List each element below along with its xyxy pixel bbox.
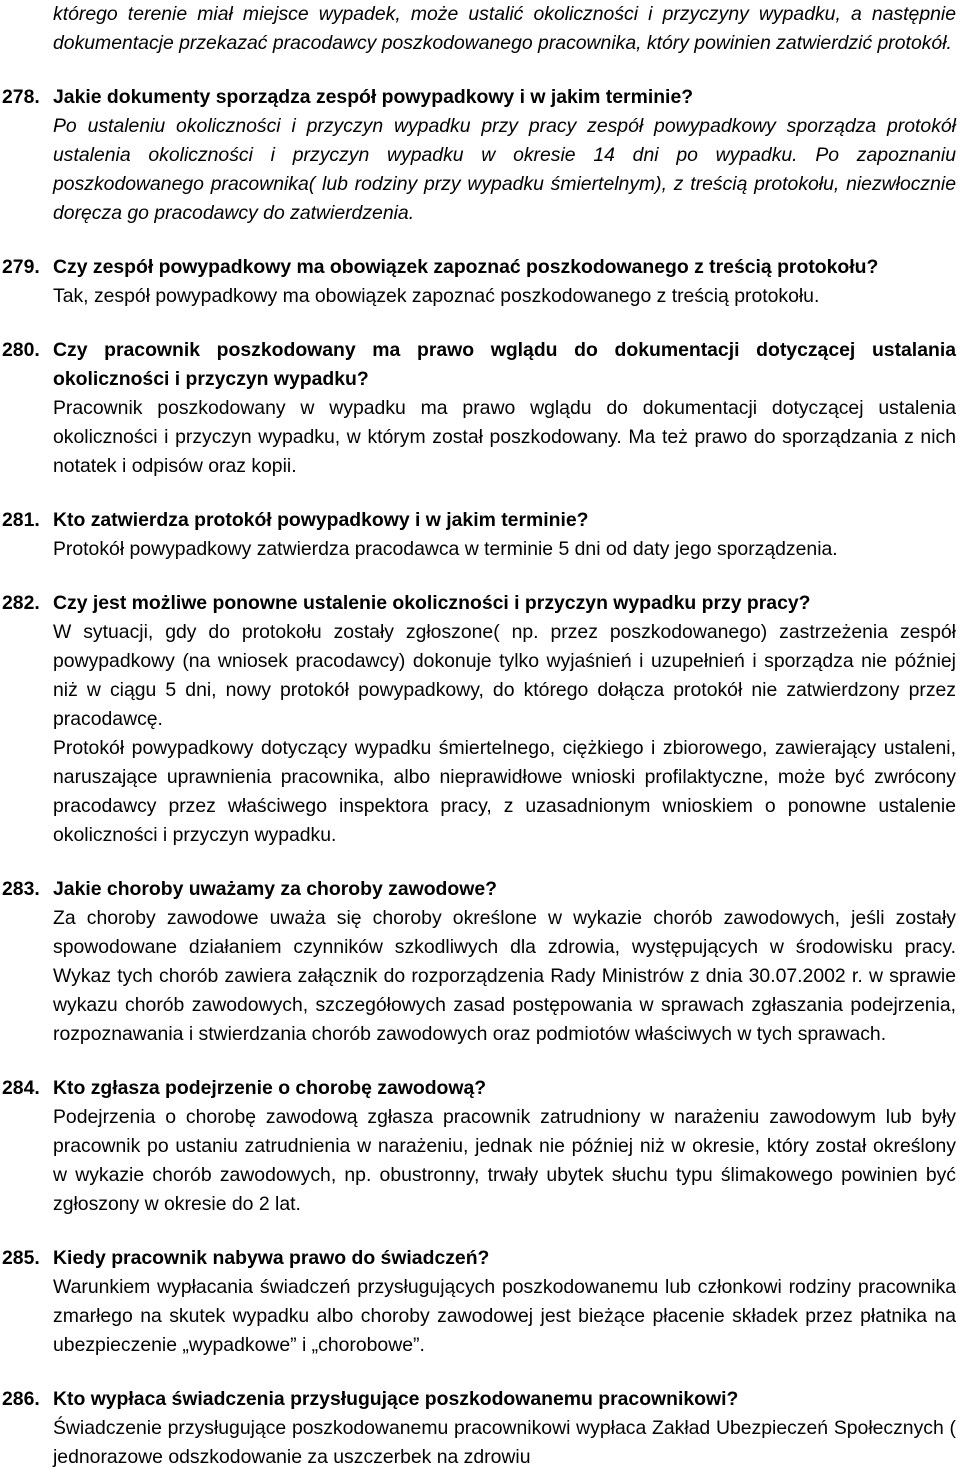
qa-item-282 xyxy=(2,589,956,850)
question-text: Czy pracownik poszkodowany ma prawo wglądu do dokumentacji dotyczącej ustalania okoliczności i przyczyn wypadku? xyxy=(53,339,956,390)
qa-item-284 xyxy=(2,1074,956,1219)
answer-280: Pracownik poszkodowany w wypadku ma prawo wglądu do dokumentacji dotyczącej ustalenia okoliczności i przyczyn wypadku, w którym został poszkodowany. Ma też prawo do sporządzania z nich notatek i odpisów oraz kopii. xyxy=(53,397,956,477)
question-text: Kto wypłaca świadczenia przysługujące poszkodowanemu pracownikowi? xyxy=(53,1388,739,1410)
spacer xyxy=(53,228,956,253)
spacer xyxy=(53,1049,956,1074)
question-278 xyxy=(2,83,956,112)
answer-285: Warunkiem wypłacania świadczeń przysługujących poszkodowanemu lub członkowi rodziny pracownika zmarłego na skutek wypadku albo choroby zawodowej jest bieżące płacenie składek przez płatnika na ubezpieczenie „wypadkowe” i „chorobowe”. xyxy=(53,1276,956,1356)
answer-282-continued: Protokół powypadkowy dotyczący wypadku śmiertelnego, ciężkiego i zbiorowego, zawierający ustaleni, naruszające uprawnienia pracownika, albo nieprawidłowe wnioski profilaktyczne, może być zwrócony pracodawcy przez właściwego inspektora pracy, z uzasadnionym wnioskiem o ponowne ustalenie okoliczności i przyczyn wypadku. xyxy=(53,737,956,846)
qa-item-285 xyxy=(2,1244,956,1360)
question-text: Jakie dokumenty sporządza zespół powypadkowy i w jakim terminie? xyxy=(53,86,694,108)
spacer xyxy=(53,850,956,875)
qa-item-286 xyxy=(2,1385,956,1472)
question-text: Czy zespół powypadkowy ma obowiązek zapoznać poszkodowanego z treścią protokołu? xyxy=(53,256,879,278)
qa-item-283 xyxy=(2,875,956,1049)
question-282 xyxy=(2,589,956,618)
question-number: 283. xyxy=(2,878,40,900)
answer-278: Po ustaleniu okoliczności i przyczyn wypadku przy pracy zespół powypadkowy sporządza protokół ustalenia okoliczności i przyczyn wypadku w okresie 14 dni po wypadku. Po zapoznaniu poszkodowanego pracownika( lub rodziny przy wypadku śmiertelnym), z treścią protokołu, niezwłocznie doręcza go pracodawcy do zatwierdzenia. xyxy=(53,115,956,224)
question-281 xyxy=(2,506,956,535)
question-text: Kto zgłasza podejrzenie o chorobę zawodową? xyxy=(53,1077,487,1099)
question-284 xyxy=(2,1074,956,1103)
question-number: 281. xyxy=(2,509,40,531)
question-number: 285. xyxy=(2,1247,40,1269)
answer-281: Protokół powypadkowy zatwierdza pracodawca w terminie 5 dni od daty jego sporządzenia. xyxy=(53,538,838,560)
question-text: Kto zatwierdza protokół powypadkowy i w jakim terminie? xyxy=(53,509,589,531)
intro-paragraph: którego terenie miał miejsce wypadek, może ustalić okoliczności i przyczyny wypadku, a następnie dokumentacje przekazać pracodawcy poszkodowanego pracownika, który powinien zatwierdzić protokół. xyxy=(53,3,956,54)
question-number: 284. xyxy=(2,1077,40,1099)
question-text: Jakie choroby uważamy za choroby zawodowe? xyxy=(53,878,497,900)
question-text: Czy jest możliwe ponowne ustalenie okoliczności i przyczyn wypadku przy pracy? xyxy=(53,592,811,614)
question-number: 279. xyxy=(2,256,40,278)
question-286 xyxy=(2,1385,956,1414)
question-number: 286. xyxy=(2,1388,40,1410)
document-page xyxy=(2,0,956,1472)
question-number: 282. xyxy=(2,592,40,614)
spacer xyxy=(53,311,956,336)
question-285 xyxy=(2,1244,956,1273)
question-283 xyxy=(2,875,956,904)
spacer xyxy=(53,1360,956,1385)
spacer xyxy=(53,481,956,506)
answer-286: Świadczenie przysługujące poszkodowanemu pracownikowi wypłaca Zakład Ubezpieczeń Społecznych ( jednorazowe odszkodowanie za uszczerbek na zdrowiu xyxy=(53,1417,956,1468)
qa-item-279 xyxy=(2,253,956,311)
answer-284: Podejrzenia o chorobę zawodową zgłasza pracownik zatrudniony w narażeniu zawodowym lub były pracownik po ustaniu zatrudnienia w narażeniu, jednak nie później niż w okresie, który został określony w wykazie chorób zawodowych, np. obustronny, trwały ubytek słuchu typu ślimakowego powinien być zgłoszony w okresie do 2 lat. xyxy=(53,1106,956,1215)
answer-279: Tak, zespół powypadkowy ma obowiązek zapoznać poszkodowanego z treścią protokołu. xyxy=(53,285,820,307)
spacer xyxy=(53,58,956,83)
spacer xyxy=(53,1219,956,1244)
answer-282: W sytuacji, gdy do protokołu zostały zgłoszone( np. przez poszkodowanego) zastrzeżenia zespół powypadkowy (na wniosek pracodawcy) dokonuje tylko wyjaśnień i uzupełnień i sporządza nie później niż w ciągu 5 dni, nowy protokół powypadkowy, do którego dołącza protokół nie zatwierdzony przez pracodawcę. xyxy=(53,621,956,730)
spacer xyxy=(53,564,956,589)
answer-283: Za choroby zawodowe uważa się choroby określone w wykazie chorób zawodowych, jeśli zostały spowodowane działaniem czynników szkodliwych dla zdrowia, występujących w środowisku pracy. Wykaz tych chorób zawiera załącznik do rozporządzenia Rady Ministrów z dnia 30.07.2002 r. w sprawie wykazu chorób zawodowych, szczegółowych zasad postępowania w sprawach zgłaszania podejrzenia, rozpoznawania i stwierdzania chorób zawodowych oraz podmiotów właściwych w tych sprawach. xyxy=(53,907,956,1045)
question-number: 278. xyxy=(2,86,40,108)
qa-item-281 xyxy=(2,506,956,564)
question-text: Kiedy pracownik nabywa prawo do świadczeń? xyxy=(53,1247,490,1269)
qa-item-280 xyxy=(2,336,956,481)
qa-item-278 xyxy=(2,83,956,228)
question-number: 280. xyxy=(2,339,40,361)
question-279 xyxy=(2,253,956,282)
question-280 xyxy=(2,336,956,394)
